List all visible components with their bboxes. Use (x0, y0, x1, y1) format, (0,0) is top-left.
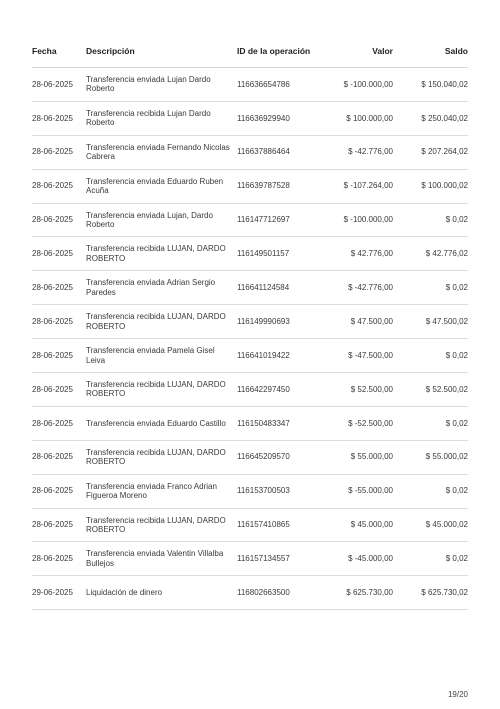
cell-descripcion: Transferencia enviada Lujan Dardo Roberto (84, 68, 235, 102)
header-valor: Valor (331, 36, 393, 68)
table-row (32, 203, 468, 237)
table-row (32, 68, 468, 102)
header-saldo: Saldo (393, 36, 468, 68)
cell-id-operacion: 116150483347 (235, 406, 331, 440)
cell-valor: $ 100.000,00 (331, 101, 393, 135)
table-row (32, 271, 468, 305)
cell-saldo: $ 0,02 (393, 203, 468, 237)
table-row (32, 406, 468, 440)
cell-saldo: $ 250.040,02 (393, 101, 468, 135)
cell-id-operacion: 116149990693 (235, 305, 331, 339)
cell-fecha: 28-06-2025 (32, 474, 84, 508)
header-fecha: Fecha (32, 36, 84, 68)
cell-saldo: $ 0,02 (393, 542, 468, 576)
cell-id-operacion: 116149501157 (235, 237, 331, 271)
cell-id-operacion: 116802663500 (235, 576, 331, 610)
page-indicator: 19/20 (447, 690, 468, 699)
cell-saldo: $ 625.730,02 (393, 576, 468, 610)
cell-valor: $ -100.000,00 (331, 68, 393, 102)
table-row (32, 101, 468, 135)
cell-valor: $ -42.776,00 (331, 271, 393, 305)
cell-id-operacion: 116147712697 (235, 203, 331, 237)
cell-descripcion: Transferencia recibida LUJAN, DARDO ROBERTO (84, 373, 235, 407)
table-row (32, 440, 468, 474)
table-row (32, 135, 468, 169)
cell-saldo: $ 0,02 (393, 271, 468, 305)
cell-valor: $ 52.500,00 (331, 373, 393, 407)
cell-fecha: 29-06-2025 (32, 576, 84, 610)
cell-id-operacion: 116641124584 (235, 271, 331, 305)
cell-descripcion: Transferencia enviada Valentin Villalba Bullejos (84, 542, 235, 576)
cell-saldo: $ 52.500,02 (393, 373, 468, 407)
cell-id-operacion: 116641019422 (235, 339, 331, 373)
cell-saldo: $ 55.000,02 (393, 440, 468, 474)
cell-valor: $ 55.000,00 (331, 440, 393, 474)
cell-fecha: 28-06-2025 (32, 203, 84, 237)
cell-descripcion: Transferencia enviada Franco Adrian Figueroa Moreno (84, 474, 235, 508)
cell-valor: $ -52.500,00 (331, 406, 393, 440)
cell-descripcion: Transferencia recibida LUJAN, DARDO ROBERTO (84, 440, 235, 474)
table-row (32, 237, 468, 271)
table-body (32, 68, 468, 610)
table-row (32, 542, 468, 576)
cell-saldo: $ 207.264,02 (393, 135, 468, 169)
cell-fecha: 28-06-2025 (32, 542, 84, 576)
cell-valor: $ -42.776,00 (331, 135, 393, 169)
cell-fecha: 28-06-2025 (32, 169, 84, 203)
header-descripcion: Descripción (84, 36, 235, 68)
cell-id-operacion: 116636654786 (235, 68, 331, 102)
cell-saldo: $ 42.776,02 (393, 237, 468, 271)
table-header (32, 36, 468, 68)
cell-descripcion: Transferencia recibida LUJAN, DARDO ROBERTO (84, 508, 235, 542)
cell-fecha: 28-06-2025 (32, 339, 84, 373)
cell-descripcion: Transferencia recibida LUJAN, DARDO ROBERTO (84, 305, 235, 339)
table-row (32, 508, 468, 542)
cell-valor: $ -55.000,00 (331, 474, 393, 508)
cell-valor: $ -107.264,00 (331, 169, 393, 203)
cell-valor: $ -47.500,00 (331, 339, 393, 373)
cell-id-operacion: 116637886464 (235, 135, 331, 169)
cell-descripcion: Transferencia enviada Pamela Gisel Leiva (84, 339, 235, 373)
table-row (32, 339, 468, 373)
cell-id-operacion: 116157134557 (235, 542, 331, 576)
cell-saldo: $ 100.000,02 (393, 169, 468, 203)
table-row (32, 305, 468, 339)
cell-id-operacion: 116157410865 (235, 508, 331, 542)
cell-fecha: 28-06-2025 (32, 508, 84, 542)
cell-saldo: $ 0,02 (393, 339, 468, 373)
cell-valor: $ 42.776,00 (331, 237, 393, 271)
cell-id-operacion: 116642297450 (235, 373, 331, 407)
cell-valor: $ 45.000,00 (331, 508, 393, 542)
cell-saldo: $ 47.500,02 (393, 305, 468, 339)
cell-saldo: $ 150.040,02 (393, 68, 468, 102)
cell-fecha: 28-06-2025 (32, 406, 84, 440)
cell-fecha: 28-06-2025 (32, 101, 84, 135)
cell-saldo: $ 0,02 (393, 474, 468, 508)
cell-fecha: 28-06-2025 (32, 373, 84, 407)
table-row (32, 373, 468, 407)
cell-valor: $ -45.000,00 (331, 542, 393, 576)
cell-descripcion: Liquidación de dinero (84, 576, 235, 610)
cell-descripcion: Transferencia enviada Fernando Nicolas Cabrera (84, 135, 235, 169)
cell-descripcion: Transferencia enviada Lujan, Dardo Roberto (84, 203, 235, 237)
cell-id-operacion: 116639787528 (235, 169, 331, 203)
cell-valor: $ -100.000,00 (331, 203, 393, 237)
cell-fecha: 28-06-2025 (32, 305, 84, 339)
cell-descripcion: Transferencia enviada Eduardo Ruben Acuña (84, 169, 235, 203)
cell-saldo: $ 45.000,02 (393, 508, 468, 542)
table-row (32, 169, 468, 203)
transactions-table (32, 36, 468, 610)
cell-descripcion: Transferencia recibida LUJAN, DARDO ROBERTO (84, 237, 235, 271)
table-row (32, 576, 468, 610)
cell-id-operacion: 116645209570 (235, 440, 331, 474)
cell-descripcion: Transferencia enviada Adrian Sergio Paredes (84, 271, 235, 305)
cell-id-operacion: 116153700503 (235, 474, 331, 508)
cell-saldo: $ 0,02 (393, 406, 468, 440)
cell-fecha: 28-06-2025 (32, 68, 84, 102)
table-row (32, 474, 468, 508)
cell-fecha: 28-06-2025 (32, 271, 84, 305)
cell-id-operacion: 116636929940 (235, 101, 331, 135)
header-row (32, 36, 468, 68)
cell-valor: $ 47.500,00 (331, 305, 393, 339)
cell-valor: $ 625.730,00 (331, 576, 393, 610)
cell-fecha: 28-06-2025 (32, 237, 84, 271)
cell-descripcion: Transferencia recibida Lujan Dardo Roberto (84, 101, 235, 135)
header-id-operacion: ID de la operación (235, 36, 331, 68)
cell-fecha: 28-06-2025 (32, 135, 84, 169)
cell-descripcion: Transferencia enviada Eduardo Castillo (84, 406, 235, 440)
cell-fecha: 28-06-2025 (32, 440, 84, 474)
